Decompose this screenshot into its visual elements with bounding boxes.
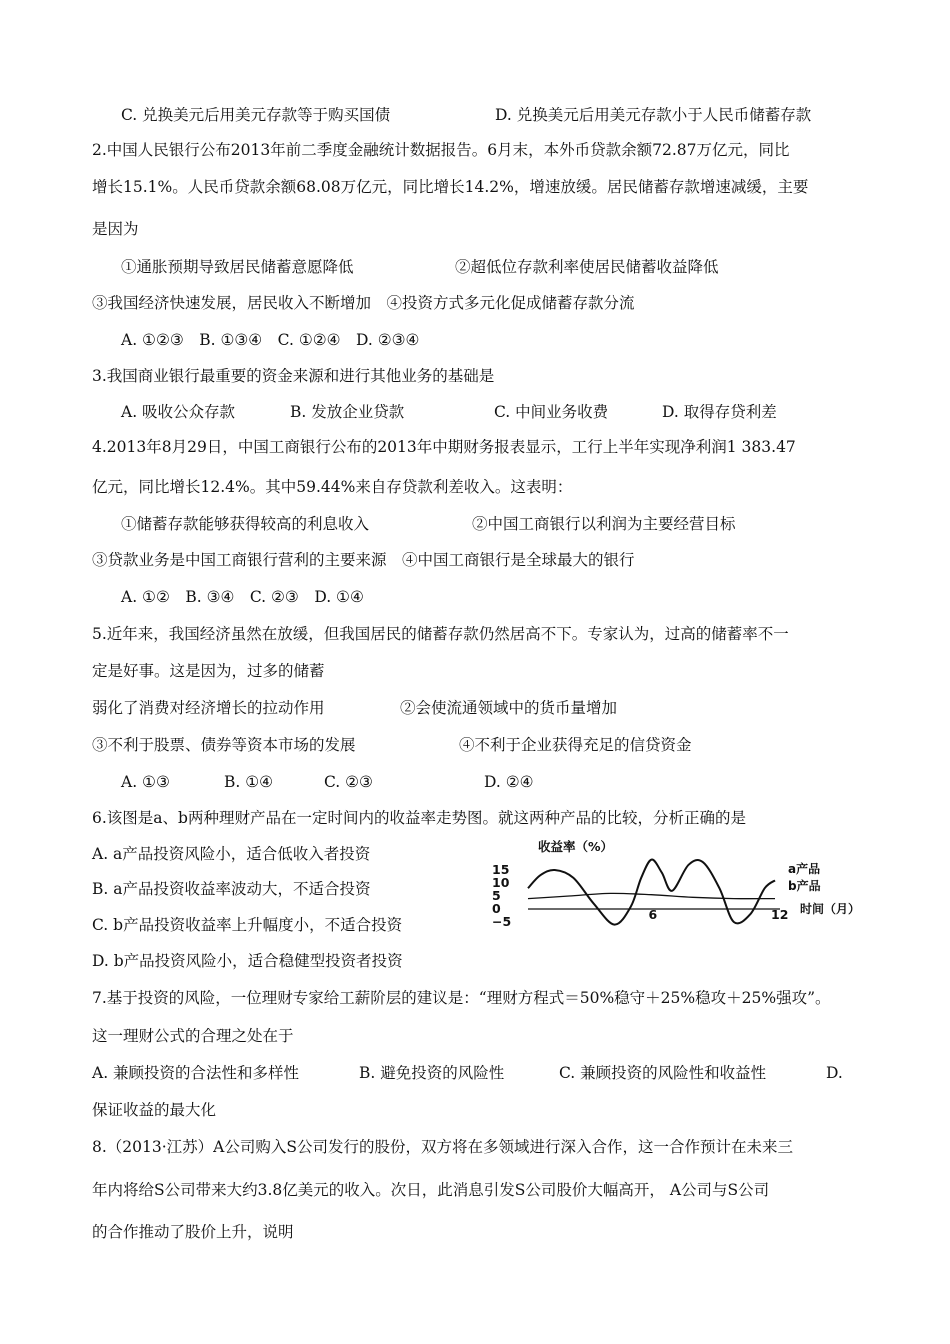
y-tick-label: 10 [492, 875, 510, 890]
series-a-label: a产品 [788, 862, 821, 876]
q5-answer-d: D. ②④ [484, 773, 534, 791]
series-b-line [528, 893, 775, 898]
q7-stem-line2: 这一理财公式的合理之处在于 [92, 1027, 294, 1045]
q8-stem-line3: 的合作推动了股价上升，说明 [92, 1223, 294, 1241]
q6-stem: 6.该图是a、b两种理财产品在一定时间内的收益率走势图。就这两种产品的比较，分析正确的是 [92, 809, 746, 827]
q7-stem-line1: 7.基于投资的风险，一位理财专家给工薪阶层的建议是：“理财方程式＝50%稳守＋25%稳攻＋25%强攻”。 [92, 989, 831, 1007]
x-tick-label: 12 [771, 907, 789, 922]
q8-stem-line1: 8.（2013·江苏）A公司购入S公司发行的股份，双方将在多领域进行深入合作，这一合作预计在未来三 [92, 1138, 793, 1156]
q5-stem-line2: 定是好事。这是因为，过多的储蓄 [92, 662, 325, 680]
q5-option-2: ②会使流通领域中的货币量增加 [400, 699, 618, 717]
q8-stem-line2: 年内将给S公司带来大约3.8亿美元的收入。次日，此消息引发S公司股价大幅高开， A公司与S公司 [92, 1181, 770, 1199]
q7-option-d: D. [826, 1064, 843, 1082]
q7-option-b: B. 避免投资的风险性 [359, 1064, 505, 1082]
q1-option-c: C. 兑换美元后用美元存款等于购买国债 [121, 106, 391, 124]
q4-options-3-4: ③贷款业务是中国工商银行营利的主要来源 ④中国工商银行是全球最大的银行 [92, 551, 635, 569]
q4-stem-line2: 亿元，同比增长12.4%。其中59.44%来自存贷款利差收入。这表明： [92, 478, 573, 496]
q3-option-c: C. 中间业务收费 [494, 403, 609, 421]
q6-option-c: C. b产品投资收益率上升幅度小，不适合投资 [92, 916, 403, 934]
q4-option-2: ②中国工商银行以利润为主要经营目标 [472, 515, 736, 533]
q2-option-2: ②超低位存款利率使居民储蓄收益降低 [455, 258, 719, 276]
q6-option-b: B. a产品投资收益率波动大，不适合投资 [92, 880, 371, 898]
q2-stem-line3: 是因为 [92, 220, 139, 238]
y-tick-label: 5 [492, 888, 501, 903]
y-tick-label: −5 [492, 914, 512, 929]
q5-stem-line1: 5.近年来，我国经济虽然在放缓，但我国居民的储蓄存款仍然居高不下。专家认为，过高的储蓄率不一 [92, 625, 789, 643]
y-tick-label: 0 [492, 901, 501, 916]
y-tick-labels [492, 862, 511, 929]
q3-option-a: A. 吸收公众存款 [121, 403, 236, 421]
yield-chart [470, 838, 860, 938]
series-b-label: b产品 [788, 879, 821, 893]
x-tick-label: 6 [648, 907, 658, 922]
chart-xlabel: 时间（月） [800, 902, 860, 916]
q4-answers: A. ①② B. ③④ C. ②③ D. ①④ [121, 588, 364, 606]
q2-stem-line2: 增长15.1%。人民币贷款余额68.08万亿元，同比增长14.2%，增速放缓。居民储蓄存款增速减缓，主要 [92, 178, 809, 196]
q6-option-a: A. a产品投资风险小，适合低收入者投资 [92, 845, 371, 863]
q7-option-a: A. 兼顾投资的合法性和多样性 [92, 1064, 300, 1082]
y-tick-label: 15 [492, 862, 510, 877]
q5-answer-a: A. ①③ [121, 773, 170, 791]
q2-answers: A. ①②③ B. ①③④ C. ①②④ D. ②③④ [121, 331, 420, 349]
q7-option-d-cont: 保证收益的最大化 [92, 1101, 217, 1119]
q5-option-1: 弱化了消费对经济增长的拉动作用 [92, 699, 325, 717]
q3-stem: 3.我国商业银行最重要的资金来源和进行其他业务的基础是 [92, 367, 495, 385]
q2-option-1: ①通胀预期导致居民储蓄意愿降低 [121, 258, 354, 276]
q5-option-4: ④不利于企业获得充足的信贷资金 [459, 736, 692, 754]
q5-answer-c: C. ②③ [324, 773, 373, 791]
q6-option-d: D. b产品投资风险小，适合稳健型投资者投资 [92, 952, 403, 970]
q7-option-c: C. 兼顾投资的风险性和收益性 [559, 1064, 767, 1082]
q5-answer-b: B. ①④ [224, 773, 274, 791]
q3-option-d: D. 取得存贷利差 [662, 403, 777, 421]
q1-option-d: D. 兑换美元后用美元存款小于人民币储蓄存款 [495, 106, 812, 124]
q2-stem-line1: 2.中国人民银行公布2013年前二季度金融统计数据报告。6月末，本外币贷款余额72.87万亿元，同比 [92, 141, 790, 159]
q4-option-1: ①储蓄存款能够获得较高的利息收入 [121, 515, 370, 533]
chart-ylabel: 收益率（%） [538, 839, 614, 854]
q4-stem-line1: 4.2013年8月29日，中国工商银行公布的2013年中期财务报表显示，工行上半年实现净利润1 383.47 [92, 438, 796, 456]
q2-options-3-4: ③我国经济快速发展，居民收入不断增加 ④投资方式多元化促成储蓄存款分流 [92, 294, 635, 312]
q5-option-3: ③不利于股票、债券等资本市场的发展 [92, 736, 356, 754]
q3-option-b: B. 发放企业贷款 [290, 403, 405, 421]
